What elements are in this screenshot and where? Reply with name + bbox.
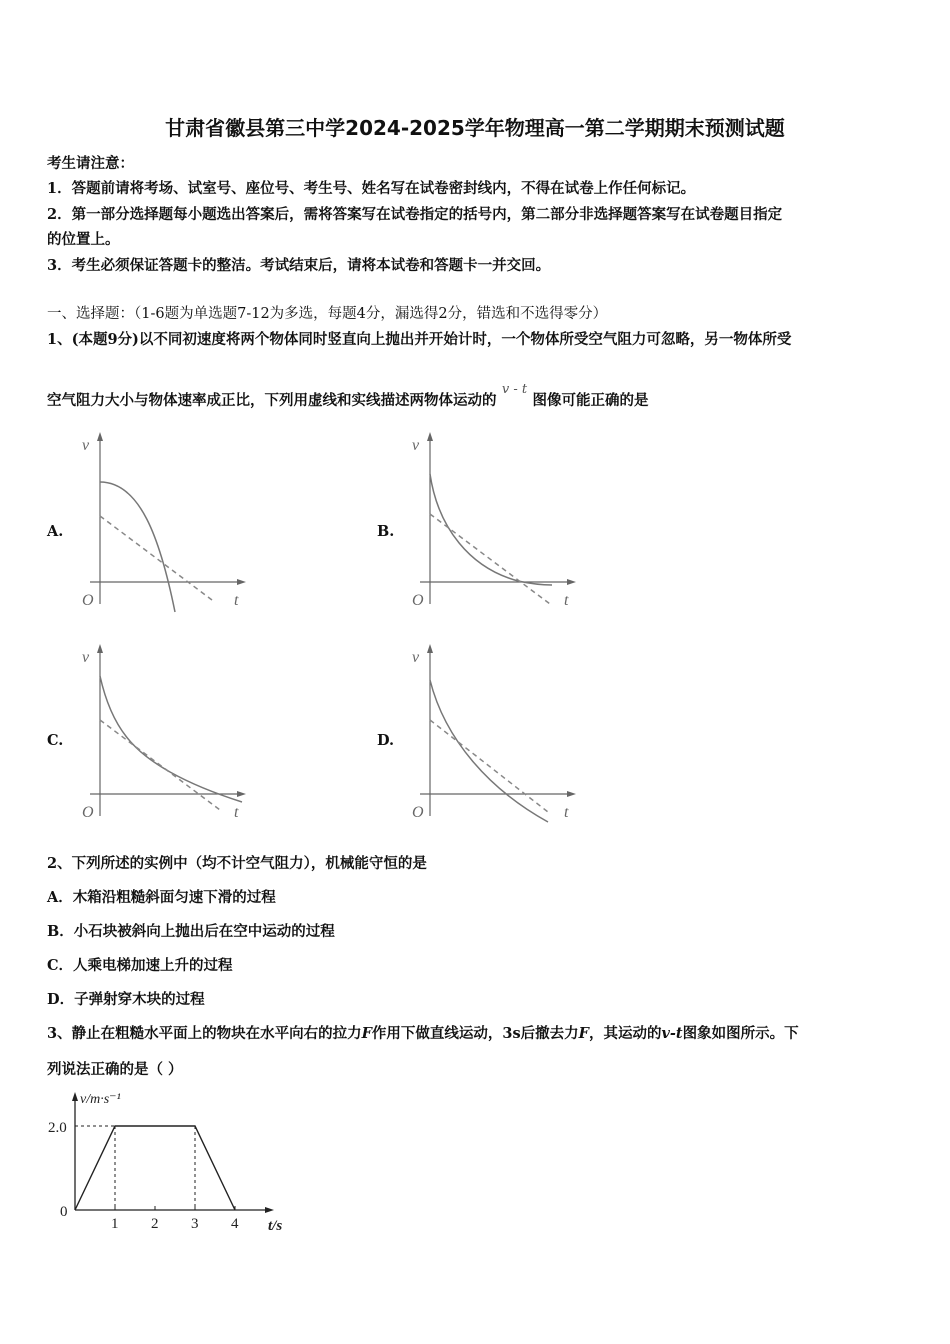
q3-x-axis-label: t/s xyxy=(268,1218,283,1234)
option-b-label: B. xyxy=(377,523,395,540)
graph-option-b xyxy=(400,428,590,618)
q3-x-tick-label: 2 xyxy=(151,1216,159,1232)
q3-y-tick-label: 2.0 xyxy=(48,1120,67,1136)
q2-option-d-letter: D． xyxy=(47,991,75,1008)
q2-option-d-text: 子弹射穿木块的过程 xyxy=(74,991,205,1008)
q3-s3: 3s xyxy=(502,1025,521,1042)
q1-line2b: 图像可能正确的是 xyxy=(532,392,649,409)
q3-x-tick-label: 3 xyxy=(191,1216,199,1232)
q3-force-2: F xyxy=(578,1025,589,1042)
q2-option-a-letter: A． xyxy=(47,889,73,906)
origin-label: O xyxy=(82,804,94,821)
graph-option-d xyxy=(400,640,590,830)
q3-x-tick-label: 4 xyxy=(231,1216,239,1232)
q3-y-axis-label: v/m·s⁻¹ xyxy=(80,1092,121,1107)
notice-item-2: 2．第一部分选择题每小题选出答案后，需将答案写在试卷指定的括号内，第二部分非选择题答案写在试卷题目指定 xyxy=(47,206,783,223)
q2-option-c-letter: C． xyxy=(47,957,74,974)
q1-points: (本题9分) xyxy=(71,331,139,348)
q1-line1: 以不同初速度将两个物体同时竖直向上抛出并开始计时，一个物体所受空气阻力可忽略，另一物体所受 xyxy=(138,331,792,348)
question-1-line-2 xyxy=(47,382,649,410)
notice-heading: 考生请注意： xyxy=(47,155,134,172)
v-axis-label: v xyxy=(82,437,90,454)
t-axis-label: t xyxy=(234,804,239,821)
t-axis-label: t xyxy=(234,592,239,609)
q1-line2a: 空气阻力大小与物体速率成正比，下列用虚线和实线描述两物体运动的 xyxy=(47,392,497,409)
q3-vt: v-t xyxy=(661,1025,683,1042)
origin-label: O xyxy=(412,804,424,821)
option-c-label: C. xyxy=(47,732,64,749)
q3-s1: 3、静止在粗糙水平面上的物块在水平向右的拉力 xyxy=(47,1025,362,1042)
option-d-label: D. xyxy=(377,732,395,749)
q2-option-c xyxy=(47,954,233,975)
section-heading: 一、选择题：（1-6题为单选题7-12为多选，每题4分，漏选得2分，错选和不选得零分） xyxy=(47,306,608,322)
q2-option-b xyxy=(47,920,335,941)
q3-s5: ，其运动的 xyxy=(588,1025,662,1042)
q2-option-b-text: 小石块被斜向上抛出后在空中运动的过程 xyxy=(73,923,335,940)
q2-option-c-text: 人乘电梯加速上升的过程 xyxy=(73,957,233,974)
notice-item-3: 3．考生必须保证答题卡的整洁。考试结束后，请将本试卷和答题卡一并交回。 xyxy=(47,257,551,274)
v-axis-label: v xyxy=(412,649,420,666)
v-axis-label: v xyxy=(82,649,90,666)
question-1-line-1 xyxy=(47,328,791,349)
t-axis-label: t xyxy=(564,804,569,821)
graph-option-c xyxy=(70,640,260,830)
option-a-label: A. xyxy=(47,523,64,540)
q2-option-b-letter: B． xyxy=(47,923,74,940)
q1-prefix: 1、 xyxy=(47,331,72,348)
origin-label: O xyxy=(82,592,94,609)
q3-origin-label: 0 xyxy=(60,1204,68,1220)
question-2-stem: 2、下列所述的实例中（均不计空气阻力），机械能守恒的是 xyxy=(47,855,427,872)
question-3-line-2: 列说法正确的是（ ） xyxy=(47,1061,183,1078)
q3-s6: 图象如图所示。下 xyxy=(682,1025,799,1042)
q2-option-d xyxy=(47,988,205,1009)
q2-option-a xyxy=(47,886,276,907)
origin-label: O xyxy=(412,592,424,609)
v-axis-label: v xyxy=(412,437,420,454)
notice-item-1: 1．答题前请将考场、试室号、座位号、考生号、姓名写在试卷密封线内，不得在试卷上作任何标记。 xyxy=(47,180,696,197)
graph-option-a xyxy=(70,428,260,618)
q3-x-tick-label: 1 xyxy=(111,1216,119,1232)
q3-s4: 后撤去力 xyxy=(520,1025,579,1042)
q3-vt-chart xyxy=(40,1088,300,1238)
t-axis-label: t xyxy=(564,592,569,609)
q3-velocity-line xyxy=(75,1126,235,1210)
notice-item-2-cont: 的位置上。 xyxy=(47,231,120,248)
q3-force-1: F xyxy=(361,1025,372,1042)
q3-s2: 作用下做直线运动， xyxy=(371,1025,503,1042)
question-3-line-1 xyxy=(47,1022,799,1043)
page-title: 甘肃省徽县第三中学2024-2025学年物理高一第二学期期末预测试题 xyxy=(165,116,785,140)
vt-symbol: v - t xyxy=(501,382,528,397)
q2-option-a-text: 木箱沿粗糙斜面匀速下滑的过程 xyxy=(72,889,276,906)
